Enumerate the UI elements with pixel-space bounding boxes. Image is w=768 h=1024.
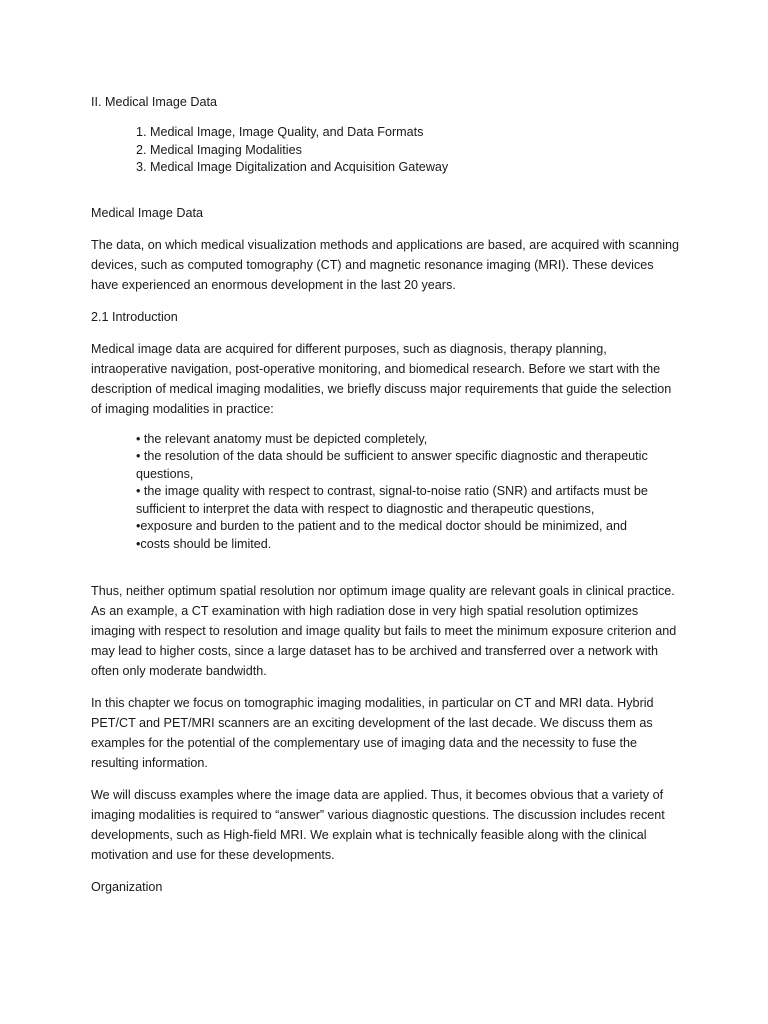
table-of-contents [91,124,681,177]
paragraph: Medical image data are acquired for different purposes, such as diagnosis, therapy planning, intraoperative navigation, post-operative monitoring, and biomedical research. Before we start with the description of medical imaging modalities, we briefly discuss major requirements that guide the selection of imaging modalities in practice: [91,341,672,416]
intro-heading: 2.1 Introduction [91,309,178,324]
toc-item: 3. Medical Image Digitalization and Acquisition Gateway [136,160,449,174]
document-body [91,92,681,909]
list-item: •exposure and burden to the patient and to the medical doctor should be minimized, and [136,519,627,533]
requirements-list [91,431,681,554]
list-item: • the image quality with respect to contrast, signal-to-noise ratio (SNR) and artifacts must be sufficient to interpret the data with respect to diagnostic and therapeutic questions, [136,484,648,516]
section-heading: Medical Image Data [91,205,203,220]
list-item: • the resolution of the data should be sufficient to answer specific diagnostic and therapeutic questions, [136,449,648,481]
paragraph: We will discuss examples where the image data are applied. Thus, it becomes obvious that a variety of imaging modalities is required to “answer” various diagnostic questions. The discussion includes recent developments, such as High-field MRI. We explain what is technically feasible along with the clinical motivation and use for these developments. [91,788,665,862]
paragraph: Thus, neither optimum spatial resolution nor optimum image quality are relevant goals in clinical practice. As an example, a CT examination with high radiation dose in very high spatial resolution optimizes imaging with respect to resolution and image quality but fails to meet the minimum exposure criterion and may lead to higher costs, since a large dataset has to be archived and transferred over a network with often only moderate bandwidth. [91,584,677,678]
toc-item: 1. Medical Image, Image Quality, and Data Formats [136,125,424,139]
paragraph: In this chapter we focus on tomographic imaging modalities, in particular on CT and MRI data. Hybrid PET/CT and PET/MRI scanners are an exciting development of the last decade. We discuss them as examples for the potential of the complementary use of imaging data and the necessity to fuse the resulting information. [91,696,654,770]
list-item: •costs should be limited. [136,536,272,551]
toc-item: 2. Medical Imaging Modalities [136,142,302,157]
list-item: • the relevant anatomy must be depicted completely, [136,431,428,446]
paragraph: The data, on which medical visualization methods and applications are based, are acquired with scanning devices, such as computed tomography (CT) and magnetic resonance imaging (MRI). These devices have experienced an enormous development in the last 20 years. [91,237,680,292]
organization-heading: Organization [91,880,163,894]
top-heading: II. Medical Image Data [91,95,217,109]
